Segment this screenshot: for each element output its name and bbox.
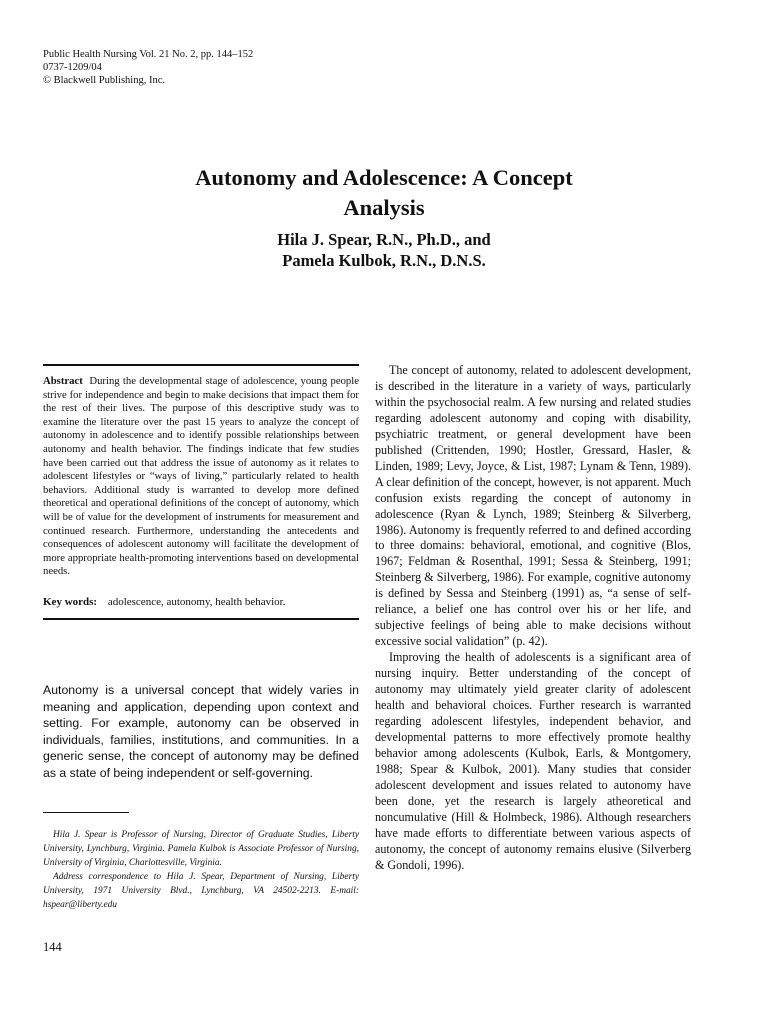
keywords-text: adolescence, autonomy, health behavior. [107,595,286,608]
author-list [0,229,768,271]
footnote-affiliations: Hila J. Spear is Professor of Nursing, Director of Graduate Studies, Liberty University, Lynchburg, Virginia. Pamela Kulbok is Associate Professor of Nursing, University of Virginia, Charlottesville, Virginia. [43,830,359,868]
abstract-label: Abstract [43,375,83,387]
article-title-line-1: Autonomy and Adolescence: A Concept [195,165,573,190]
keywords [43,595,359,618]
body-paragraph-2: Improving the health of adolescents is a significant area of nursing inquiry. Better understanding of the concept of autonomy may ultimately yield greater clarity of adolescent health and behavioral choices. Further research is warranted regarding adolescent lifestyles, independent behavior, and developmental patterns to more effectively promote healthy behavior among adolescents (Kulbok, Earls, & Montgomery, 1988; Spear & Kulbok, 2001). Many studies that consider adolescent development and issues related to autonomy have been done, yet the research is largely atheoretical and noncumulative (Hill & Holmbeck, 1986). Although researchers have made efforts to differentiate between various aspects of autonomy, the concept of autonomy remains elusive (Silverberg & Gondoli, 1996). [375,650,691,872]
footnotes [43,828,359,912]
abstract-text: During the developmental stage of adolescence, young people strive for independence and begin to make decisions that impact them for the rest of their lives. The purpose of this descriptive study was to examine the literature over the past 15 years to analyze the concept of autonomy in adolescence and to identify possible relationships between autonomy and health behavior. The findings indicate that few studies have been carried out that address the issue of autonomy as it relates to adolescent lifestyles or “ways of living,” particularly related to health behaviors. Additional study is warranted to develop more defined theoretical and operational definitions of the concept of autonomy, which will be of value for the development of instruments for measurement and continued research. Furthermore, understanding the antecedents and consequences of adolescent autonomy will facilitate the development of more appropriate health-promoting interventions based on developmental needs. [43,375,359,578]
body-right-column [375,363,691,874]
abstract-top-rule [43,364,359,366]
article-title [0,163,768,223]
abstract [43,375,359,579]
body-paragraph-1: The concept of autonomy, related to adolescent development, is described in the literature in a variety of ways, particularly within the psychosocial realm. A few nursing and related studies regarding adolescent autonomy and coping with disability, psychiatric treatment, or general development have been published (Crittenden, 1990; Hostler, Gressard, Hasler, & Linden, 1989; Levy, Joyce, & List, 1987; Lynam & Tenn, 1989). A clear definition of the concept, however, is not apparent. Much confusion exists regarding the concept of autonomy in adolescence (Ryan & Lynch, 1989; Steinberg & Silverberg, 1986). Autonomy is frequently referred to and defined according to three domains: behavioral, emotional, and cognitive (Blos, 1967; Feldman & Rosenthal, 1991; Sessa & Steinberg, 1991; Steinberg & Silverberg, 1986). For example, cognitive autonomy is defined by Sessa and Steinberg (1991) as, “a sense of self-reliance, a belief one has control over his or her life, and subjective feelings of being able to make decisions without excessive social validation” (p. 42). [375,363,691,649]
article-title-line-2: Analysis [343,195,425,220]
page-number: 144 [43,940,62,954]
footnote-divider [43,812,129,813]
abstract-box [43,364,359,620]
footnote-correspondence: Address correspondence to Hila J. Spear, Department of Nursing, Liberty University, 1971 University Blvd., Lynchburg, VA 24502-2213. E-mail: hspear@liberty.edu [43,872,359,910]
author-line-1: Hila J. Spear, R.N., Ph.D., and [277,230,491,249]
intro-paragraph: Autonomy is a universal concept that widely varies in meaning and application, depending upon context and setting. For example, autonomy can be observed in individuals, families, institutions, and communities. In a generic sense, the concept of autonomy may be defined as a state of being independent or self-governing. [43,683,359,780]
journal-publisher-line: © Blackwell Publishing, Inc. [43,75,166,86]
abstract-bottom-rule [43,618,359,620]
journal-citation [43,48,253,87]
keywords-label: Key words: [43,595,98,608]
journal-volume-line: Public Health Nursing Vol. 21 No. 2, pp. 144–152 [43,49,254,60]
title-block [0,163,768,271]
journal-issn-line: 0737-1209/04 [43,62,102,73]
author-line-2: Pamela Kulbok, R.N., D.N.S. [282,251,486,270]
